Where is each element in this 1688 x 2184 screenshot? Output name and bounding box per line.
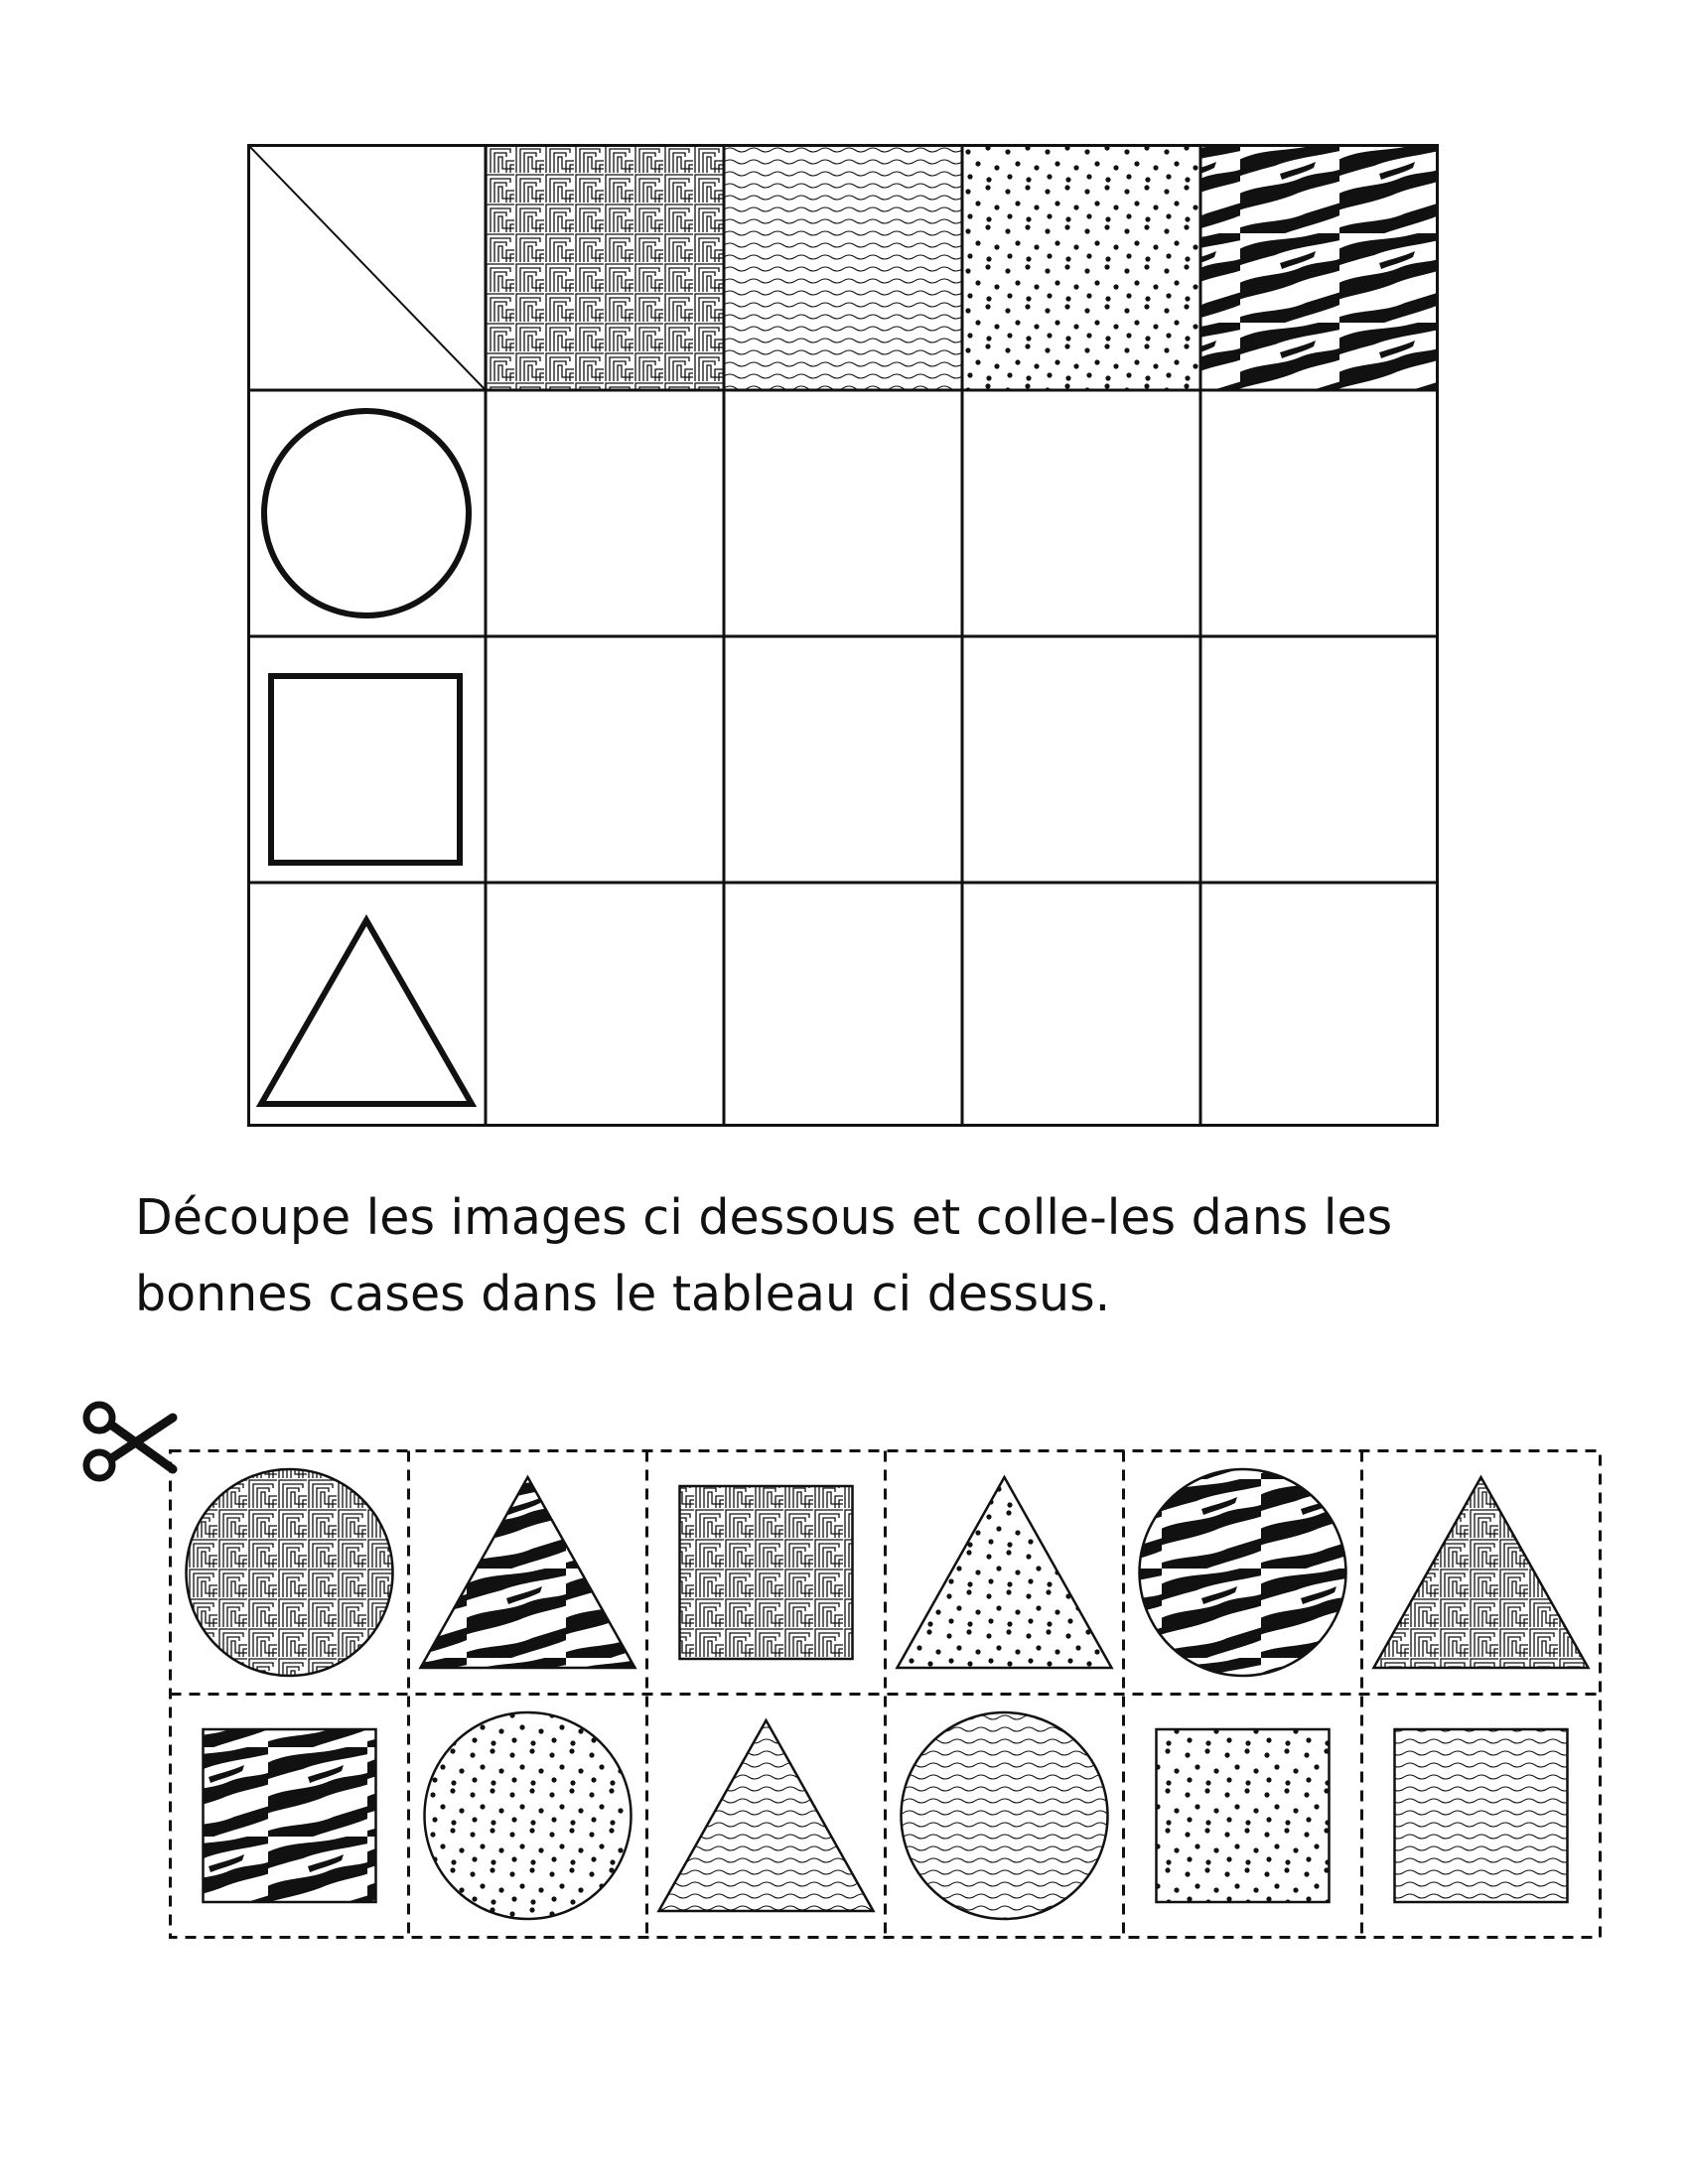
answer-cell[interactable]: [486, 390, 724, 636]
header-cell-greek-key: [486, 144, 724, 390]
header-cell-dots: [962, 144, 1200, 390]
answer-cell[interactable]: [962, 883, 1200, 1127]
cutout-triangle-waves[interactable]: [659, 1720, 874, 1911]
answer-cell[interactable]: [724, 636, 962, 883]
answer-cell[interactable]: [486, 636, 724, 883]
scissors-icon: [86, 1405, 173, 1478]
cutout-square-zebra[interactable]: [204, 1729, 376, 1902]
answer-cell[interactable]: [1200, 636, 1439, 883]
table-header-row: [247, 144, 1439, 390]
instruction-line-2: bonnes cases dans le tableau ci dessus.: [135, 1266, 1111, 1322]
cutout-square-greek-key[interactable]: [680, 1486, 853, 1659]
header-cell-waves: [724, 144, 962, 390]
row-shape-triangle: [261, 920, 472, 1104]
row-shape-square: [271, 676, 460, 863]
answer-cell[interactable]: [962, 636, 1200, 883]
cutout-sheet: [70, 1390, 1618, 1946]
cutout-triangle-zebra[interactable]: [421, 1477, 635, 1668]
cutout-circle-dots[interactable]: [425, 1712, 632, 1919]
cutout-triangle-dots[interactable]: [898, 1477, 1112, 1668]
triangle-icon: [261, 920, 472, 1104]
row-shape-circle: [264, 411, 469, 615]
cutout-triangle-greek-key[interactable]: [1374, 1477, 1589, 1668]
answer-cell[interactable]: [486, 883, 724, 1127]
diagonal-line: [247, 144, 486, 390]
header-cell-zebra: [1200, 144, 1439, 390]
cutout-circle-greek-key[interactable]: [187, 1469, 393, 1676]
instruction-line-1: Découpe les images ci dessous et colle-les dans les: [135, 1189, 1393, 1246]
answer-cell[interactable]: [1200, 390, 1439, 636]
cut-lines: [171, 1451, 1601, 1938]
instructions-text: [135, 1179, 1525, 1332]
cutout-circle-zebra[interactable]: [1140, 1469, 1346, 1676]
answer-cell[interactable]: [724, 883, 962, 1127]
cutout-square-dots[interactable]: [1157, 1729, 1330, 1902]
cutout-circle-waves[interactable]: [902, 1712, 1108, 1919]
answer-cell[interactable]: [962, 390, 1200, 636]
square-icon: [271, 676, 460, 863]
corner-cell: [247, 144, 486, 390]
circle-icon: [264, 411, 469, 615]
cutout-square-waves[interactable]: [1395, 1729, 1568, 1902]
answer-cell[interactable]: [1200, 883, 1439, 1127]
answer-cell[interactable]: [724, 390, 962, 636]
classification-table: [247, 144, 1439, 1127]
